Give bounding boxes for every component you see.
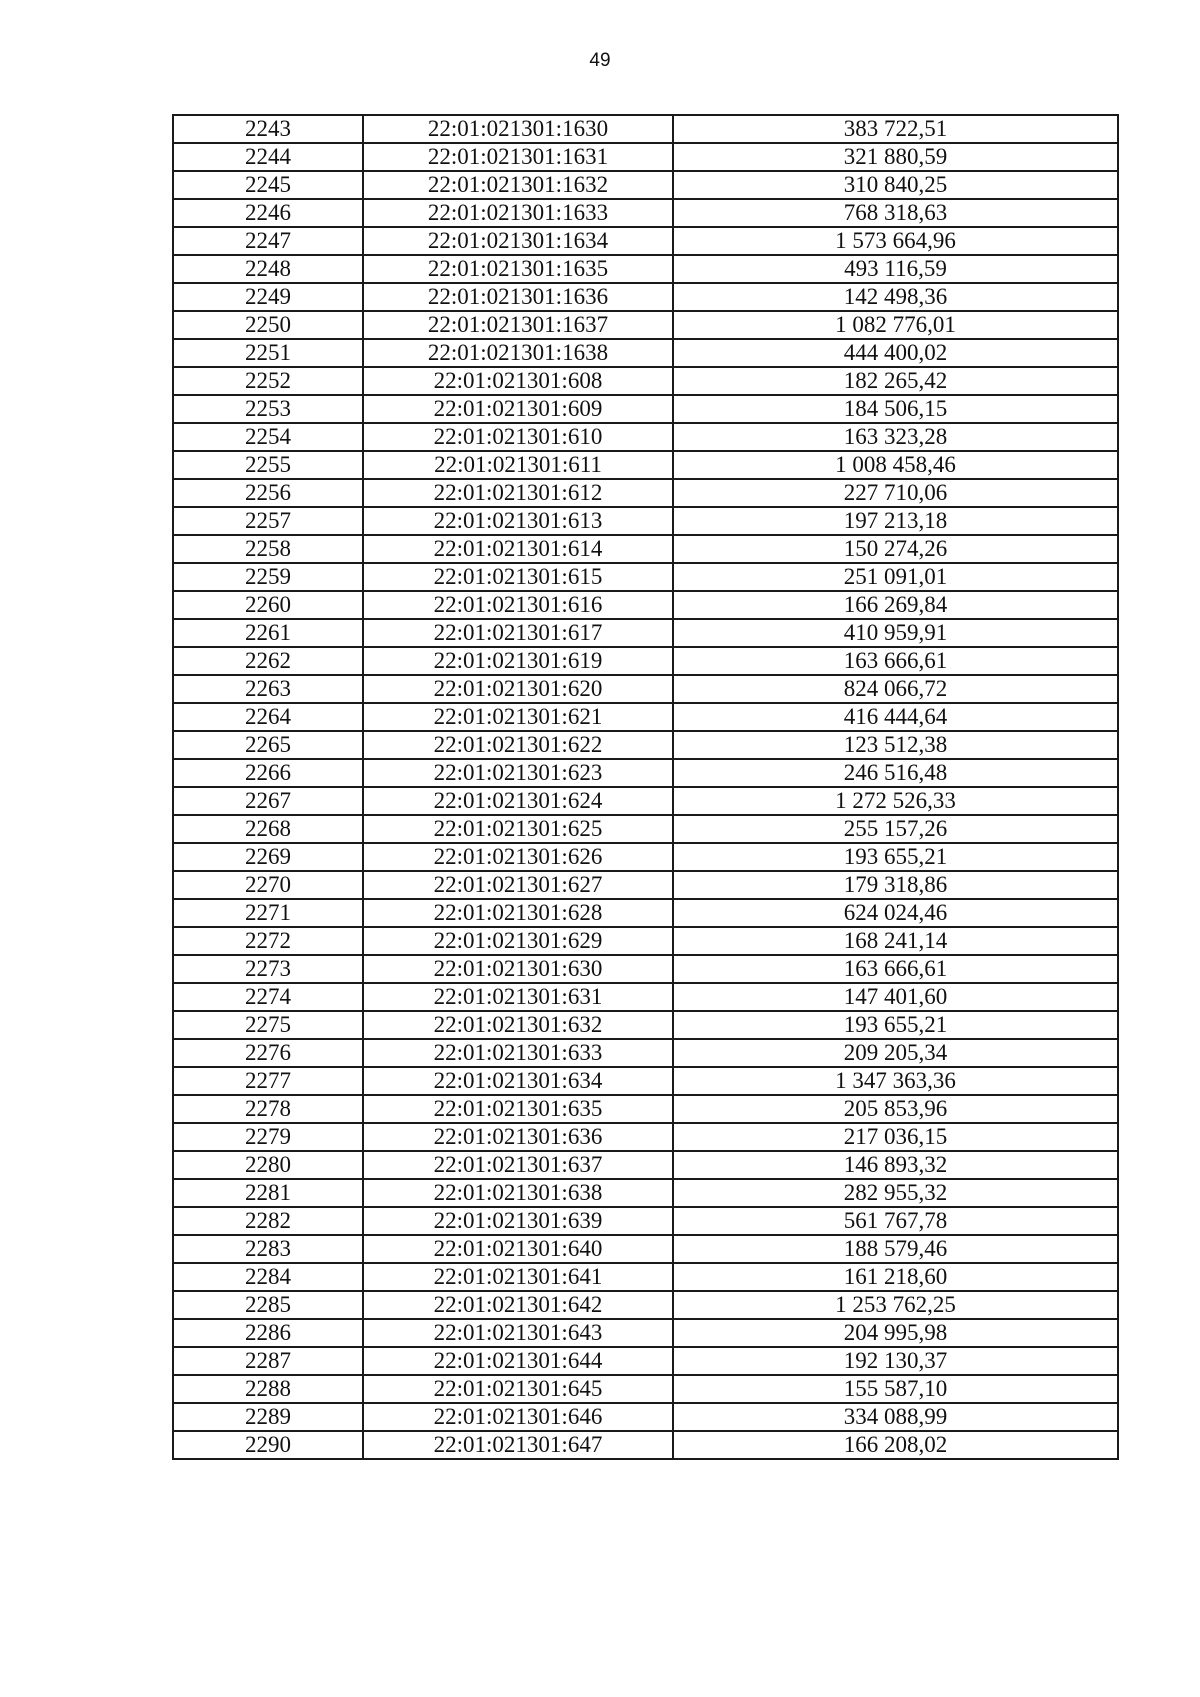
row-number-cell: 2266 — [173, 759, 363, 787]
table-row — [173, 787, 1118, 815]
table-row — [173, 955, 1118, 983]
table-row — [173, 1123, 1118, 1151]
table-row — [173, 1039, 1118, 1067]
cadastral-value-cell: 246 516,48 — [673, 759, 1118, 787]
cadastral-value-cell: 163 323,28 — [673, 423, 1118, 451]
cadastral-number-cell: 22:01:021301:1638 — [363, 339, 673, 367]
cadastral-number-cell: 22:01:021301:1630 — [363, 115, 673, 143]
row-number-cell: 2268 — [173, 815, 363, 843]
cadastral-value-cell: 166 208,02 — [673, 1431, 1118, 1459]
row-number-cell: 2247 — [173, 227, 363, 255]
cadastral-number-cell: 22:01:021301:641 — [363, 1263, 673, 1291]
row-number-cell: 2284 — [173, 1263, 363, 1291]
cadastral-value-cell: 227 710,06 — [673, 479, 1118, 507]
cadastral-value-cell: 624 024,46 — [673, 899, 1118, 927]
row-number-cell: 2286 — [173, 1319, 363, 1347]
row-number-cell: 2267 — [173, 787, 363, 815]
cadastral-value-cell: 561 767,78 — [673, 1207, 1118, 1235]
table-row — [173, 143, 1118, 171]
table-row — [173, 311, 1118, 339]
cadastral-number-cell: 22:01:021301:1636 — [363, 283, 673, 311]
row-number-cell: 2256 — [173, 479, 363, 507]
cadastral-number-cell: 22:01:021301:622 — [363, 731, 673, 759]
row-number-cell: 2289 — [173, 1403, 363, 1431]
table-row — [173, 647, 1118, 675]
row-number-cell: 2275 — [173, 1011, 363, 1039]
cadastral-number-cell: 22:01:021301:624 — [363, 787, 673, 815]
row-number-cell: 2282 — [173, 1207, 363, 1235]
table-row — [173, 815, 1118, 843]
cadastral-value-cell: 310 840,25 — [673, 171, 1118, 199]
cadastral-number-cell: 22:01:021301:613 — [363, 507, 673, 535]
cadastral-number-cell: 22:01:021301:640 — [363, 1235, 673, 1263]
cadastral-number-cell: 22:01:021301:621 — [363, 703, 673, 731]
cadastral-value-cell: 205 853,96 — [673, 1095, 1118, 1123]
cadastral-value-cell: 444 400,02 — [673, 339, 1118, 367]
cadastral-value-cell: 209 205,34 — [673, 1039, 1118, 1067]
cadastral-number-cell: 22:01:021301:632 — [363, 1011, 673, 1039]
row-number-cell: 2260 — [173, 591, 363, 619]
cadastral-number-cell: 22:01:021301:646 — [363, 1403, 673, 1431]
row-number-cell: 2243 — [173, 115, 363, 143]
cadastral-number-cell: 22:01:021301:612 — [363, 479, 673, 507]
row-number-cell: 2276 — [173, 1039, 363, 1067]
row-number-cell: 2248 — [173, 255, 363, 283]
row-number-cell: 2277 — [173, 1067, 363, 1095]
cadastral-value-table — [172, 114, 1119, 1460]
row-number-cell: 2287 — [173, 1347, 363, 1375]
row-number-cell: 2278 — [173, 1095, 363, 1123]
table-row — [173, 563, 1118, 591]
cadastral-number-cell: 22:01:021301:633 — [363, 1039, 673, 1067]
table-row — [173, 535, 1118, 563]
cadastral-value-cell: 1 253 762,25 — [673, 1291, 1118, 1319]
cadastral-value-cell: 184 506,15 — [673, 395, 1118, 423]
row-number-cell: 2265 — [173, 731, 363, 759]
row-number-cell: 2281 — [173, 1179, 363, 1207]
cadastral-number-cell: 22:01:021301:617 — [363, 619, 673, 647]
cadastral-value-cell: 410 959,91 — [673, 619, 1118, 647]
row-number-cell: 2252 — [173, 367, 363, 395]
table-row — [173, 283, 1118, 311]
table-row — [173, 871, 1118, 899]
cadastral-number-cell: 22:01:021301:645 — [363, 1375, 673, 1403]
cadastral-value-cell: 155 587,10 — [673, 1375, 1118, 1403]
table-row — [173, 927, 1118, 955]
row-number-cell: 2250 — [173, 311, 363, 339]
cadastral-value-cell: 161 218,60 — [673, 1263, 1118, 1291]
cadastral-number-cell: 22:01:021301:620 — [363, 675, 673, 703]
row-number-cell: 2264 — [173, 703, 363, 731]
cadastral-value-cell: 217 036,15 — [673, 1123, 1118, 1151]
table-row — [173, 1347, 1118, 1375]
cadastral-number-cell: 22:01:021301:614 — [363, 535, 673, 563]
row-number-cell: 2280 — [173, 1151, 363, 1179]
cadastral-number-cell: 22:01:021301:627 — [363, 871, 673, 899]
cadastral-number-cell: 22:01:021301:639 — [363, 1207, 673, 1235]
cadastral-value-cell: 768 318,63 — [673, 199, 1118, 227]
row-number-cell: 2253 — [173, 395, 363, 423]
cadastral-number-cell: 22:01:021301:1633 — [363, 199, 673, 227]
cadastral-number-cell: 22:01:021301:638 — [363, 1179, 673, 1207]
row-number-cell: 2272 — [173, 927, 363, 955]
cadastral-value-cell: 179 318,86 — [673, 871, 1118, 899]
table-row — [173, 479, 1118, 507]
cadastral-value-cell: 166 269,84 — [673, 591, 1118, 619]
cadastral-value-cell: 334 088,99 — [673, 1403, 1118, 1431]
cadastral-value-cell: 824 066,72 — [673, 675, 1118, 703]
row-number-cell: 2283 — [173, 1235, 363, 1263]
row-number-cell: 2269 — [173, 843, 363, 871]
cadastral-value-cell: 282 955,32 — [673, 1179, 1118, 1207]
table-body — [173, 115, 1118, 1459]
cadastral-number-cell: 22:01:021301:625 — [363, 815, 673, 843]
cadastral-number-cell: 22:01:021301:616 — [363, 591, 673, 619]
row-number-cell: 2288 — [173, 1375, 363, 1403]
row-number-cell: 2258 — [173, 535, 363, 563]
cadastral-value-cell: 123 512,38 — [673, 731, 1118, 759]
row-number-cell: 2271 — [173, 899, 363, 927]
table-row — [173, 1151, 1118, 1179]
cadastral-number-cell: 22:01:021301:630 — [363, 955, 673, 983]
cadastral-value-cell: 150 274,26 — [673, 535, 1118, 563]
cadastral-value-cell: 493 116,59 — [673, 255, 1118, 283]
cadastral-number-cell: 22:01:021301:1634 — [363, 227, 673, 255]
cadastral-number-cell: 22:01:021301:609 — [363, 395, 673, 423]
cadastral-number-cell: 22:01:021301:1632 — [363, 171, 673, 199]
table-row — [173, 423, 1118, 451]
cadastral-number-cell: 22:01:021301:636 — [363, 1123, 673, 1151]
cadastral-number-cell: 22:01:021301:619 — [363, 647, 673, 675]
table-row — [173, 619, 1118, 647]
row-number-cell: 2285 — [173, 1291, 363, 1319]
table-row — [173, 1179, 1118, 1207]
table-row — [173, 1319, 1118, 1347]
cadastral-number-cell: 22:01:021301:644 — [363, 1347, 673, 1375]
cadastral-number-cell: 22:01:021301:631 — [363, 983, 673, 1011]
cadastral-value-cell: 255 157,26 — [673, 815, 1118, 843]
cadastral-value-cell: 383 722,51 — [673, 115, 1118, 143]
cadastral-value-cell: 1 347 363,36 — [673, 1067, 1118, 1095]
cadastral-number-cell: 22:01:021301:610 — [363, 423, 673, 451]
table-row — [173, 843, 1118, 871]
table-row — [173, 367, 1118, 395]
table-row — [173, 1095, 1118, 1123]
table-row — [173, 1207, 1118, 1235]
cadastral-number-cell: 22:01:021301:1637 — [363, 311, 673, 339]
cadastral-value-cell: 204 995,98 — [673, 1319, 1118, 1347]
cadastral-value-cell: 193 655,21 — [673, 1011, 1118, 1039]
row-number-cell: 2255 — [173, 451, 363, 479]
cadastral-value-cell: 193 655,21 — [673, 843, 1118, 871]
cadastral-value-cell: 188 579,46 — [673, 1235, 1118, 1263]
row-number-cell: 2246 — [173, 199, 363, 227]
cadastral-value-cell: 251 091,01 — [673, 563, 1118, 591]
table-row — [173, 199, 1118, 227]
cadastral-number-cell: 22:01:021301:615 — [363, 563, 673, 591]
cadastral-value-cell: 1 272 526,33 — [673, 787, 1118, 815]
table-row — [173, 255, 1118, 283]
cadastral-value-cell: 192 130,37 — [673, 1347, 1118, 1375]
cadastral-number-cell: 22:01:021301:635 — [363, 1095, 673, 1123]
table-row — [173, 1235, 1118, 1263]
cadastral-number-cell: 22:01:021301:647 — [363, 1431, 673, 1459]
row-number-cell: 2251 — [173, 339, 363, 367]
cadastral-value-cell: 321 880,59 — [673, 143, 1118, 171]
table-row — [173, 899, 1118, 927]
cadastral-number-cell: 22:01:021301:626 — [363, 843, 673, 871]
cadastral-number-cell: 22:01:021301:628 — [363, 899, 673, 927]
cadastral-value-cell: 142 498,36 — [673, 283, 1118, 311]
cadastral-value-cell: 1 008 458,46 — [673, 451, 1118, 479]
cadastral-value-cell: 168 241,14 — [673, 927, 1118, 955]
table-row — [173, 115, 1118, 143]
cadastral-number-cell: 22:01:021301:623 — [363, 759, 673, 787]
cadastral-number-cell: 22:01:021301:611 — [363, 451, 673, 479]
table-row — [173, 451, 1118, 479]
row-number-cell: 2262 — [173, 647, 363, 675]
table-row — [173, 227, 1118, 255]
table-row — [173, 591, 1118, 619]
cadastral-number-cell: 22:01:021301:643 — [363, 1319, 673, 1347]
table-row — [173, 507, 1118, 535]
row-number-cell: 2244 — [173, 143, 363, 171]
cadastral-number-cell: 22:01:021301:634 — [363, 1067, 673, 1095]
table-row — [173, 675, 1118, 703]
table-row — [173, 1375, 1118, 1403]
cadastral-value-cell: 146 893,32 — [673, 1151, 1118, 1179]
cadastral-value-cell: 1 573 664,96 — [673, 227, 1118, 255]
cadastral-value-cell: 182 265,42 — [673, 367, 1118, 395]
table-row — [173, 171, 1118, 199]
table-row — [173, 731, 1118, 759]
table-row — [173, 1291, 1118, 1319]
cadastral-value-cell: 197 213,18 — [673, 507, 1118, 535]
page-number: 49 — [589, 50, 611, 71]
row-number-cell: 2270 — [173, 871, 363, 899]
row-number-cell: 2290 — [173, 1431, 363, 1459]
cadastral-number-cell: 22:01:021301:629 — [363, 927, 673, 955]
cadastral-value-cell: 416 444,64 — [673, 703, 1118, 731]
table-row — [173, 395, 1118, 423]
table-row — [173, 1067, 1118, 1095]
row-number-cell: 2279 — [173, 1123, 363, 1151]
table-row — [173, 1431, 1118, 1459]
row-number-cell: 2274 — [173, 983, 363, 1011]
row-number-cell: 2273 — [173, 955, 363, 983]
table-row — [173, 1263, 1118, 1291]
cadastral-number-cell: 22:01:021301:1635 — [363, 255, 673, 283]
row-number-cell: 2259 — [173, 563, 363, 591]
table-row — [173, 339, 1118, 367]
row-number-cell: 2261 — [173, 619, 363, 647]
table-row — [173, 1011, 1118, 1039]
cadastral-value-cell: 1 082 776,01 — [673, 311, 1118, 339]
cadastral-number-cell: 22:01:021301:637 — [363, 1151, 673, 1179]
cadastral-number-cell: 22:01:021301:1631 — [363, 143, 673, 171]
table-row — [173, 703, 1118, 731]
row-number-cell: 2257 — [173, 507, 363, 535]
table-row — [173, 759, 1118, 787]
cadastral-value-cell: 147 401,60 — [673, 983, 1118, 1011]
cadastral-value-cell: 163 666,61 — [673, 955, 1118, 983]
row-number-cell: 2254 — [173, 423, 363, 451]
row-number-cell: 2263 — [173, 675, 363, 703]
cadastral-number-cell: 22:01:021301:608 — [363, 367, 673, 395]
table-row — [173, 983, 1118, 1011]
row-number-cell: 2249 — [173, 283, 363, 311]
cadastral-value-cell: 163 666,61 — [673, 647, 1118, 675]
table-row — [173, 1403, 1118, 1431]
row-number-cell: 2245 — [173, 171, 363, 199]
cadastral-number-cell: 22:01:021301:642 — [363, 1291, 673, 1319]
